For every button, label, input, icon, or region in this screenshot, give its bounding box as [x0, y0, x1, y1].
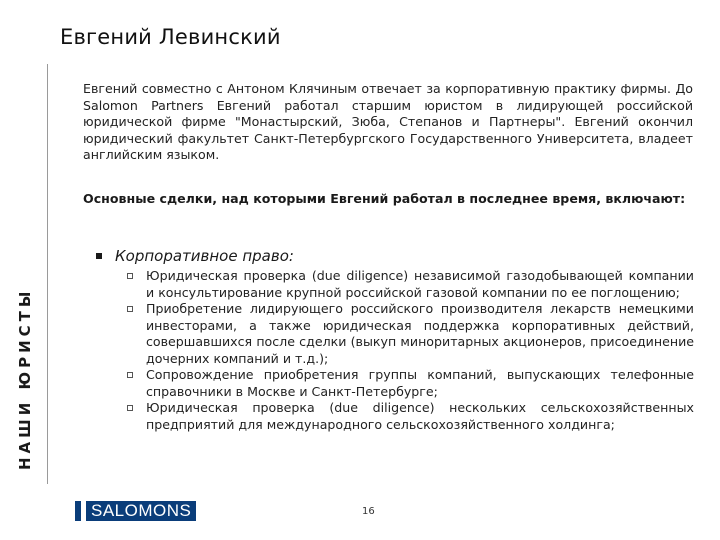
sidebar-label: НАШИ ЮРИСТЫ: [16, 287, 34, 470]
hollow-square-bullet-icon: [127, 405, 133, 411]
salomons-logo: [75, 501, 196, 521]
hollow-square-bullet-icon: [127, 273, 133, 279]
deals-list: [126, 268, 694, 433]
list-item: [126, 301, 694, 367]
logo-text: SALOMONS: [86, 501, 196, 521]
hollow-square-bullet-icon: [127, 372, 133, 378]
hollow-square-bullet-icon: [127, 306, 133, 312]
list-item-text: Юридическая проверка (due diligence) независимой газодобывающей компании и консультирование крупной российской газовой компании по ее поглощению;: [146, 268, 694, 300]
square-bullet-icon: [96, 253, 102, 259]
intro-paragraph: Евгений совместно с Антоном Клячиным отвечает за корпоративную практику фирмы. До Salomon Partners Евгений работал старшим юристом в лидирующей российской юридической фирме "Монастырский, Зюба, Степанов и Партнеры". Евгений окончил юридический факультет Санкт-Петербургского Государственного Университета, владеет английским языком.: [83, 81, 693, 162]
section-title: Корпоративное право:: [115, 247, 294, 265]
page-title: Евгений Левинский: [60, 25, 281, 49]
list-item-text: Сопровождение приобретения группы компаний, выпускающих телефонные справочники в Москве и Санкт-Петербурге;: [146, 367, 694, 399]
list-item-text: Приобретение лидирующего российского производителя лекарств немецкими инвесторами, а также юридическая поддержка корпоративных действий, совершавшихся после сделки (выкуп миноритарных акционеров, присоединение дочерних компаний и т.д.);: [146, 301, 694, 366]
logo-bar-icon: [75, 501, 81, 521]
list-item: [126, 400, 694, 433]
section-heading: [96, 247, 294, 265]
vertical-divider: [47, 64, 48, 484]
list-item-text: Юридическая проверка (due diligence) нескольких сельскохозяйственных предприятий для международного сельскохозяйственного холдинга;: [146, 400, 694, 432]
list-item: [126, 268, 694, 301]
deals-heading: Основные сделки, над которыми Евгений работал в последнее время, включают:: [83, 191, 686, 206]
list-item: [126, 367, 694, 400]
page-number: 16: [362, 506, 375, 517]
